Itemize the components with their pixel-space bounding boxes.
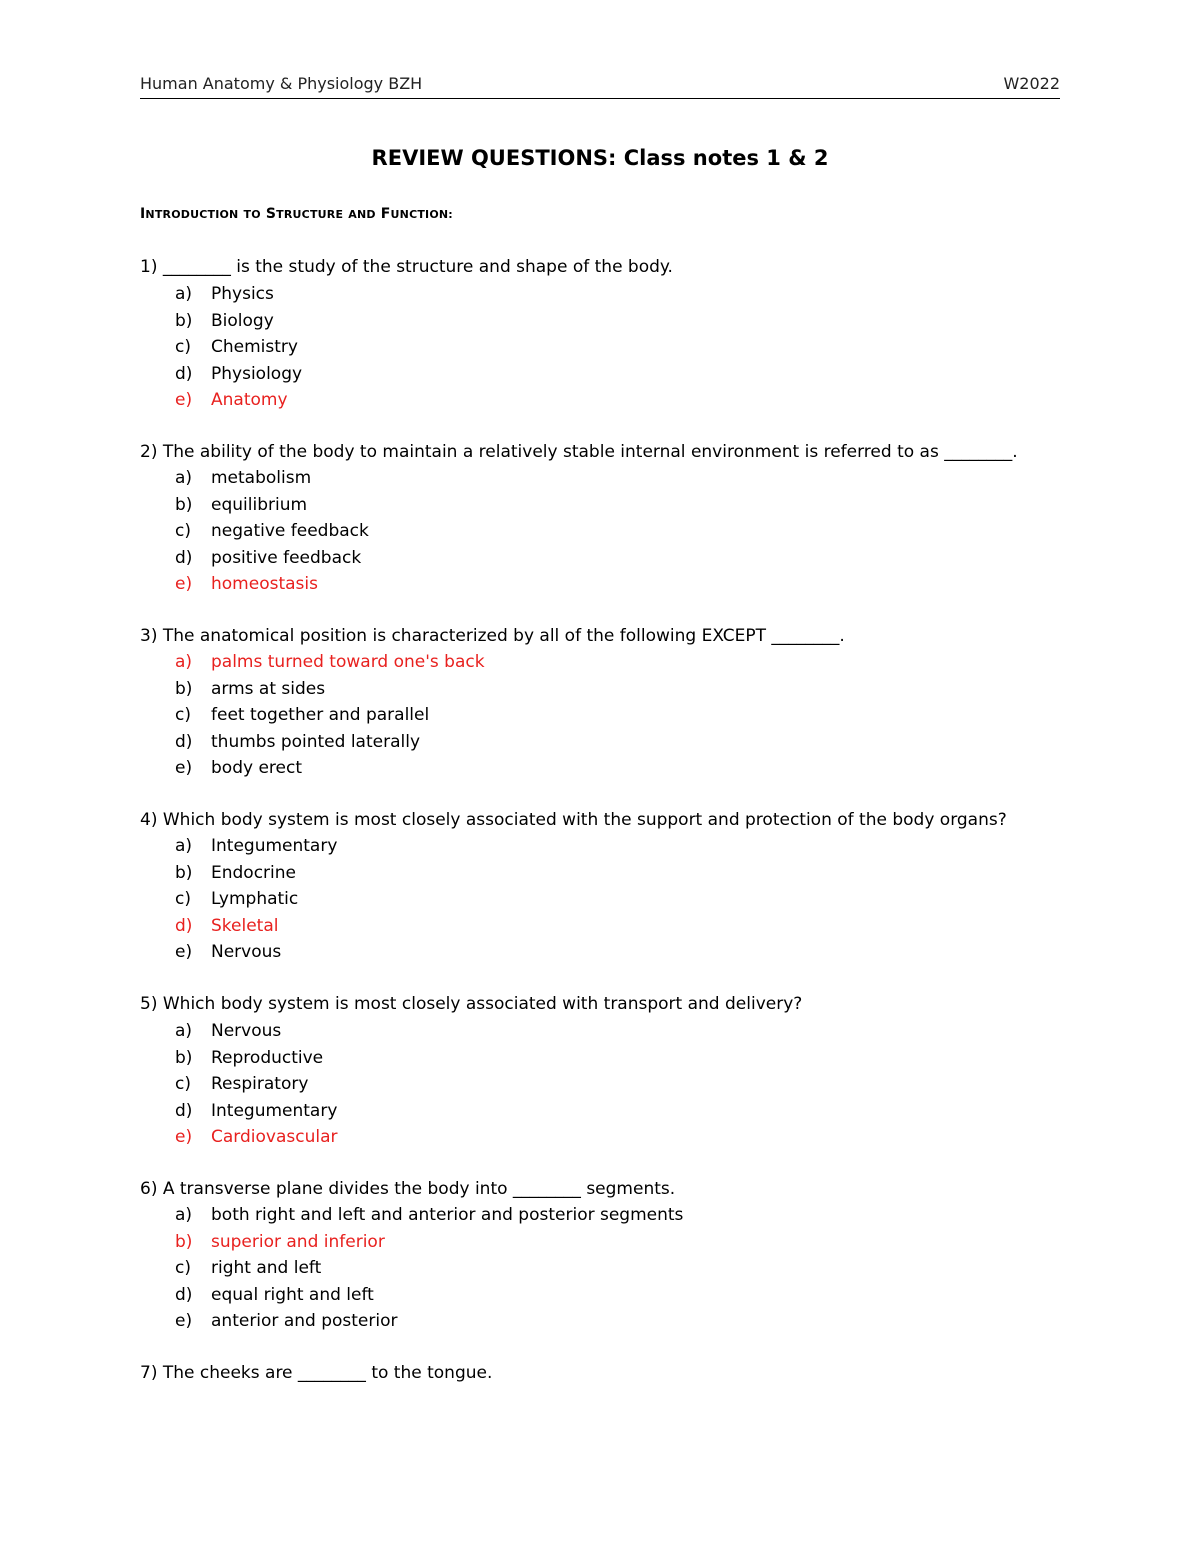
question-5-options: [175, 1018, 337, 1151]
option-letter: c): [175, 889, 191, 909]
option-item: [175, 833, 337, 860]
option-letter: a): [175, 284, 193, 304]
option-text: Physiology: [211, 363, 303, 384]
option-text: right and left: [211, 1258, 322, 1278]
question-number: 4): [140, 810, 158, 830]
option-letter: c): [175, 1258, 191, 1278]
option-letter: d): [175, 1100, 193, 1121]
option-item: [175, 1255, 683, 1282]
option-text: palms turned toward one's back: [211, 652, 485, 672]
question-number: 7): [140, 1363, 158, 1383]
option-letter: d): [175, 547, 193, 568]
option-letter: c): [175, 337, 191, 357]
question-6-options: [175, 1202, 683, 1335]
term-label: W2022: [1003, 74, 1060, 93]
option-letter: d): [175, 731, 193, 752]
option-item-correct: [175, 571, 369, 598]
section-heading-word: F: [380, 206, 391, 222]
option-letter: a): [175, 836, 193, 856]
question-4: [140, 807, 1007, 833]
option-text: arms at sides: [211, 678, 326, 699]
option-letter: e): [175, 942, 193, 962]
question-text: The cheeks are ________ to the tongue.: [162, 1363, 493, 1383]
option-item-correct: [175, 649, 485, 676]
option-letter: c): [175, 1074, 191, 1094]
option-text: Cardiovascular: [211, 1127, 338, 1147]
question-1-options: [175, 281, 302, 414]
option-letter: b): [175, 1231, 193, 1252]
option-item: [175, 729, 485, 756]
question-5: [140, 991, 802, 1017]
option-item: [175, 1018, 337, 1045]
question-3: [140, 623, 845, 649]
section-heading: [140, 206, 453, 222]
option-item: [175, 465, 369, 492]
question-number: 1): [140, 257, 158, 277]
question-number: 2): [140, 442, 158, 462]
option-letter: e): [175, 574, 193, 594]
option-letter: d): [175, 1284, 193, 1305]
option-item: [175, 702, 485, 729]
question-text: A transverse plane divides the body into ________ segments.: [162, 1179, 676, 1199]
option-text: anterior and posterior: [211, 1311, 398, 1331]
section-heading-word: TO: [243, 208, 261, 221]
option-letter: c): [175, 705, 191, 725]
option-item-correct: [175, 1229, 683, 1256]
option-letter: a): [175, 1205, 193, 1225]
option-text: Integumentary: [211, 1100, 338, 1121]
question-2-options: [175, 465, 369, 598]
option-item: [175, 308, 302, 335]
question-3-options: [175, 649, 485, 782]
option-text: Biology: [211, 310, 274, 331]
option-text: Nervous: [211, 942, 282, 962]
option-letter: e): [175, 1311, 193, 1331]
option-item: [175, 1098, 337, 1125]
option-item: [175, 492, 369, 519]
option-text: superior and inferior: [211, 1231, 385, 1252]
option-letter: b): [175, 678, 193, 699]
option-item: [175, 1045, 337, 1072]
option-text: Nervous: [211, 1021, 282, 1041]
question-number: 6): [140, 1179, 158, 1199]
question-2: [140, 439, 1018, 465]
option-text: Integumentary: [211, 836, 338, 856]
option-text: homeostasis: [211, 574, 318, 594]
option-letter: b): [175, 1047, 193, 1068]
question-text: The ability of the body to maintain a relatively stable internal environment is referred to as ________.: [162, 442, 1018, 462]
option-letter: a): [175, 652, 193, 672]
option-letter: a): [175, 468, 193, 488]
option-letter: e): [175, 758, 193, 778]
option-item: [175, 1202, 683, 1229]
option-letter: b): [175, 310, 193, 331]
option-text: feet together and parallel: [211, 705, 430, 725]
option-text: Respiratory: [211, 1074, 309, 1094]
page-header: [140, 74, 1060, 99]
option-letter: d): [175, 915, 193, 936]
option-item: [175, 939, 337, 966]
option-text: Physics: [211, 284, 274, 304]
option-letter: a): [175, 1021, 193, 1041]
option-item: [175, 755, 485, 782]
option-text: both right and left and anterior and posterior segments: [211, 1205, 684, 1225]
option-text: equilibrium: [211, 494, 308, 515]
option-text: Endocrine: [211, 862, 296, 883]
option-letter: d): [175, 363, 193, 384]
option-text: thumbs pointed laterally: [211, 731, 421, 752]
option-letter: c): [175, 521, 191, 541]
question-4-options: [175, 833, 337, 966]
question-number: 3): [140, 626, 158, 646]
option-item: [175, 1308, 683, 1335]
option-item: [175, 860, 337, 887]
option-text: Reproductive: [211, 1047, 324, 1068]
section-heading-word: UNCTION:: [390, 208, 453, 221]
course-name: Human Anatomy & Physiology BZH: [140, 74, 423, 93]
option-item: [175, 518, 369, 545]
option-text: negative feedback: [211, 521, 369, 541]
option-text: Skeletal: [211, 915, 279, 936]
option-item: [175, 334, 302, 361]
option-item: [175, 676, 485, 703]
option-text: positive feedback: [211, 547, 362, 568]
question-1: [140, 254, 673, 280]
option-text: Lymphatic: [211, 889, 299, 909]
option-item: [175, 281, 302, 308]
section-heading-word: AND: [348, 208, 376, 221]
option-item-correct: [175, 387, 302, 414]
option-text: Chemistry: [211, 337, 298, 357]
section-heading-word: NTRODUCTION: [145, 208, 239, 221]
option-letter: b): [175, 494, 193, 515]
question-text: Which body system is most closely associated with the support and protection of the body organs?: [162, 810, 1007, 830]
option-letter: e): [175, 390, 193, 410]
section-heading-word: S: [265, 206, 277, 222]
option-item: [175, 1282, 683, 1309]
option-item: [175, 361, 302, 388]
question-text: The anatomical position is characterized by all of the following EXCEPT ________.: [162, 626, 845, 646]
section-heading-word: TRUCTURE: [276, 208, 344, 221]
question-6: [140, 1176, 675, 1202]
option-item: [175, 545, 369, 572]
question-text: ________ is the study of the structure and shape of the body.: [162, 257, 673, 277]
option-item-correct: [175, 913, 337, 940]
page-title: REVIEW QUESTIONS: Class notes 1 & 2: [371, 146, 829, 170]
question-7: [140, 1360, 492, 1386]
option-text: Anatomy: [211, 390, 288, 410]
option-item: [175, 886, 337, 913]
option-text: metabolism: [211, 468, 312, 488]
question-number: 5): [140, 994, 158, 1014]
question-text: Which body system is most closely associated with transport and delivery?: [162, 994, 803, 1014]
section-heading-word: I: [140, 206, 146, 222]
option-text: equal right and left: [211, 1284, 374, 1305]
option-text: body erect: [211, 758, 302, 778]
option-letter: b): [175, 862, 193, 883]
option-item: [175, 1071, 337, 1098]
option-item-correct: [175, 1124, 337, 1151]
option-letter: e): [175, 1127, 193, 1147]
